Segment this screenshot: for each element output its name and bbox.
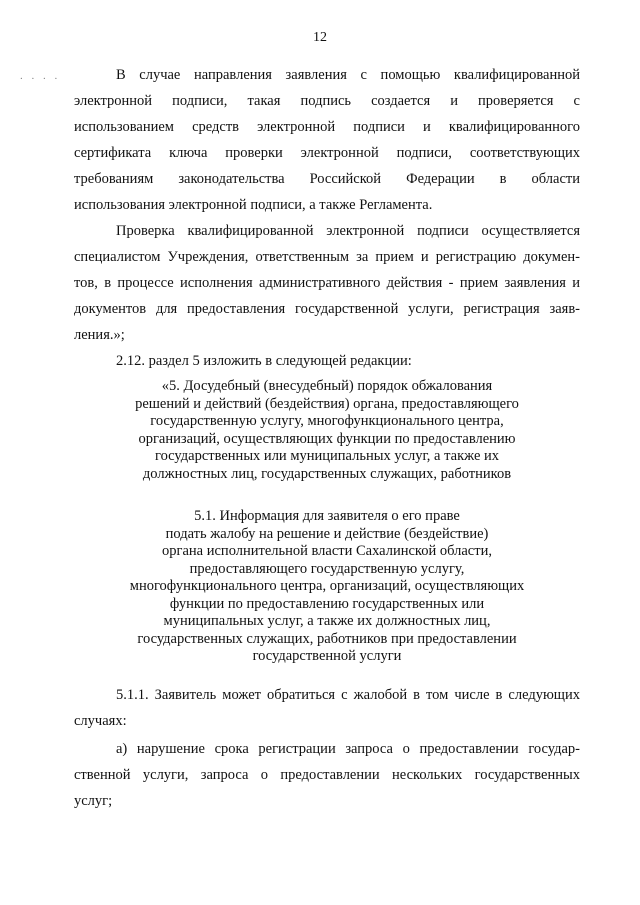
text-line: ственной услуги, запроса о предоставлении нескольких государственных xyxy=(74,767,580,783)
title-line: подать жалобу на решение и действие (бездействие) xyxy=(165,525,489,542)
text-line: 2.12. раздел 5 изложить в следующей редакции: xyxy=(116,353,412,369)
text-line: а) нарушение срока регистрации запроса о предоставлении государ- xyxy=(116,741,580,757)
text-line: 5.1.1. Заявитель может обратиться с жалобой в том числе в следующих xyxy=(116,687,580,703)
list-item-a xyxy=(74,736,580,814)
title-line: функции по предоставлению государственных или xyxy=(169,595,485,612)
text-line: В случае направления заявления с помощью квалифицированной xyxy=(116,67,580,83)
paragraph-amendment xyxy=(74,348,580,374)
text-line: документов для предоставления государственной услуги, регистрация заяв- xyxy=(74,301,580,317)
text-line: специалистом Учреждения, ответственным за прием и регистрацию докумен- xyxy=(74,249,580,265)
text-line: тов, в процессе исполнения административного действия - прием заявления и xyxy=(74,275,580,291)
title-line: государственной услуги xyxy=(252,648,402,664)
page-number: 12 xyxy=(313,30,327,45)
paragraph-signature-verification xyxy=(74,218,580,348)
text-line: использования электронной подписи, а также Регламента. xyxy=(74,197,433,213)
text-line: случаях: xyxy=(74,713,127,729)
title-line: организаций, осуществляющих функции по предоставлению xyxy=(138,430,516,447)
text-line: использованием средств электронной подписи и квалифицированного xyxy=(74,119,580,135)
text-line: услуг; xyxy=(74,793,113,809)
title-line: государственную услугу, многофункционального центра, xyxy=(150,413,504,429)
title-line: предоставляющего государственную услугу, xyxy=(189,560,465,577)
section-5-1-title xyxy=(74,508,580,666)
title-line: муниципальных услуг, а также их должностных лиц, xyxy=(163,613,491,629)
text-line: Проверка квалифицированной электронной подписи осуществляется xyxy=(116,223,580,239)
text-line: сертификата ключа проверки электронной подписи, соответствующих xyxy=(74,145,580,161)
text-line: ления.»; xyxy=(74,327,125,343)
title-line: государственных служащих, работников при предоставлении xyxy=(137,630,517,647)
title-line: 5.1. Информация для заявителя о его праве xyxy=(194,508,460,524)
text-line: электронной подписи, такая подпись создается и проверяется с xyxy=(74,93,580,109)
paragraph-electronic-signature xyxy=(74,62,580,218)
title-line: многофункционального центра, организаций, осуществляющих xyxy=(129,578,525,594)
title-line: государственных или муниципальных услуг, а также их xyxy=(154,448,500,464)
title-line: должностных лиц, государственных служащих, работников xyxy=(142,465,512,482)
title-line: «5. Досудебный (внесудебный) порядок обжалования xyxy=(161,378,493,394)
title-line: органа исполнительной власти Сахалинской области, xyxy=(162,543,492,559)
text-line: требованиям законодательства Российской Федерации в области xyxy=(74,171,580,187)
section-5-title xyxy=(74,378,580,483)
paragraph-5-1-1 xyxy=(74,682,580,734)
title-line: решений и действий (бездействия) органа, предоставляющего xyxy=(135,395,519,412)
scan-artifact: . . . . xyxy=(20,70,61,82)
